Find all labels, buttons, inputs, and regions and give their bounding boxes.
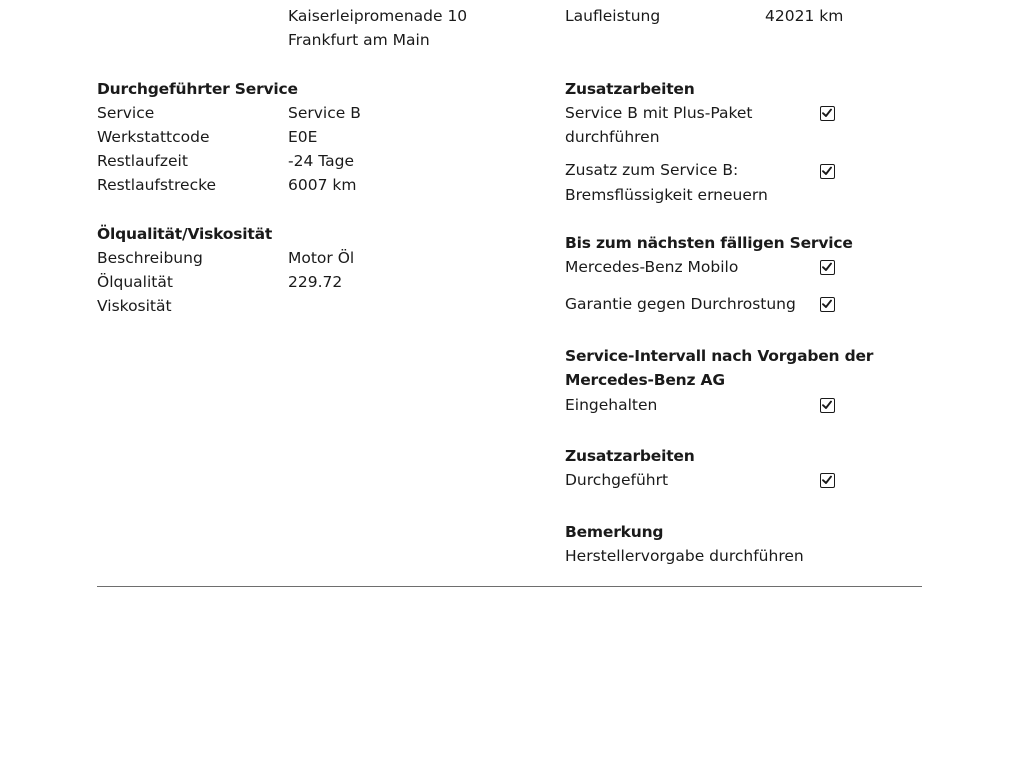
remaining-distance-value: 6007 km <box>288 176 357 194</box>
address-city: Frankfurt am Main <box>288 31 430 49</box>
checkbox-checked-icon <box>820 260 835 275</box>
viscosity-label: Viskosität <box>97 297 172 315</box>
remaining-time-value: -24 Tage <box>288 152 355 170</box>
until-next-heading: Bis zum nächsten fälligen Service <box>565 234 853 252</box>
interval-kept-label: Eingehalten <box>565 396 658 414</box>
mileage-label: Laufleistung <box>565 7 661 25</box>
checkbox-checked-icon <box>820 164 835 179</box>
additional-work-done-label: Durchgeführt <box>565 471 669 489</box>
service-value: Service B <box>288 104 361 122</box>
checkbox-checked-icon <box>820 297 835 312</box>
remaining-time-label: Restlaufzeit <box>97 152 188 170</box>
brake-fluid-line1: Zusatz zum Service B: <box>565 161 739 179</box>
rust-warranty-label: Garantie gegen Durchrostung <box>565 295 796 313</box>
plus-package-line1: Service B mit Plus-Paket <box>565 104 753 122</box>
remark-heading: Bemerkung <box>565 523 664 541</box>
oil-quality-label: Ölqualität <box>97 273 173 291</box>
service-label: Service <box>97 104 155 122</box>
plus-package-line2: durchführen <box>565 128 660 146</box>
service-done-heading: Durchgeführter Service <box>97 80 298 98</box>
oil-quality-value: 229.72 <box>288 273 343 291</box>
address-street: Kaiserleipromenade 10 <box>288 7 468 25</box>
mobilo-label: Mercedes-Benz Mobilo <box>565 258 739 276</box>
additional-work-2-heading: Zusatzarbeiten <box>565 447 695 465</box>
brake-fluid-line2: Bremsflüssigkeit erneuern <box>565 186 768 204</box>
interval-heading-line2: Mercedes-Benz AG <box>565 371 725 389</box>
interval-heading-line1: Service-Intervall nach Vorgaben der <box>565 347 874 365</box>
remaining-distance-label: Restlaufstrecke <box>97 176 217 194</box>
oil-description-value: Motor Öl <box>288 249 355 267</box>
checkbox-checked-icon <box>820 106 835 121</box>
checkbox-checked-icon <box>820 398 835 413</box>
remark-text: Herstellervorgabe durchführen <box>565 547 804 565</box>
checkbox-checked-icon <box>820 473 835 488</box>
workshop-code-value: E0E <box>288 128 318 146</box>
divider <box>97 586 922 587</box>
oil-description-label: Beschreibung <box>97 249 203 267</box>
mileage-value: 42021 km <box>765 7 844 25</box>
oil-heading: Ölqualität/Viskosität <box>97 225 273 243</box>
additional-work-heading: Zusatzarbeiten <box>565 80 695 98</box>
workshop-code-label: Werkstattcode <box>97 128 210 146</box>
